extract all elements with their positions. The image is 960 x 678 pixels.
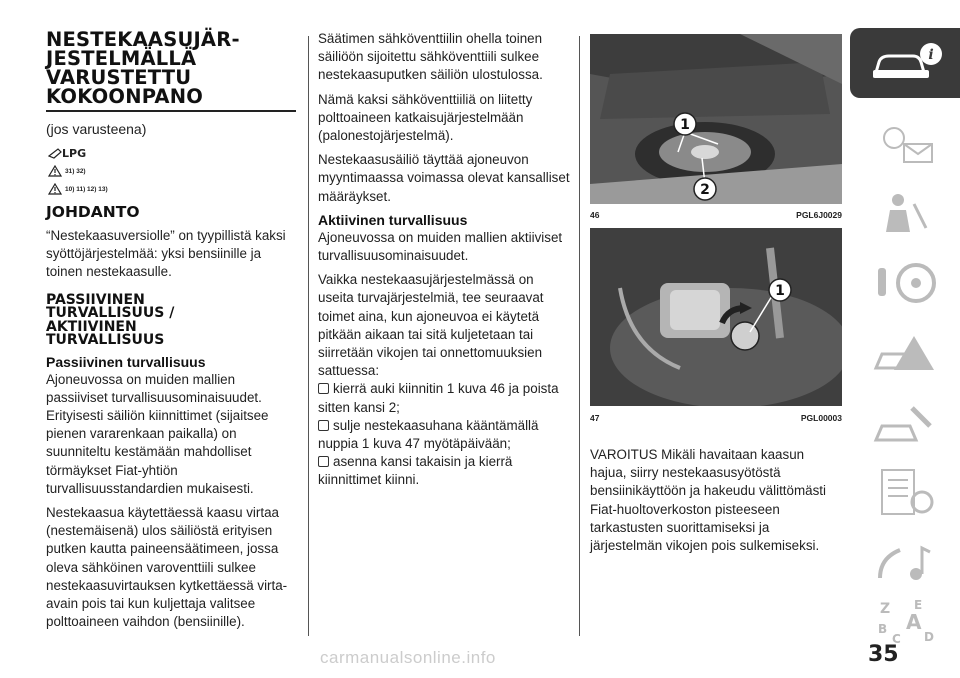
tab-emergency[interactable] — [850, 318, 960, 388]
subheading-aktiivinen: Aktiivinen turvallisuus — [318, 211, 468, 228]
tab-technical-data[interactable] — [850, 458, 960, 528]
warning-lights-icon — [870, 118, 940, 168]
tab-car-info[interactable] — [850, 28, 960, 98]
bullet-item — [318, 417, 570, 453]
title-line: KOKOONPANO — [46, 85, 204, 108]
svg-text:D: D — [924, 630, 934, 644]
callout-2: 2 — [700, 182, 710, 198]
title-line: NESTEKAASUJÄR- — [46, 28, 240, 51]
callout-1: 1 — [680, 117, 690, 133]
lpg-icon-row — [48, 145, 300, 159]
multimedia-icon — [870, 538, 940, 588]
caution-ref-row — [48, 183, 300, 195]
paragraph: Nestekaasusäiliö täyttää ajoneuvon myyntimaassa voimassa olevat kansalliset määräykset. — [318, 152, 570, 204]
lpg-icon — [48, 145, 92, 159]
bullet-item — [318, 453, 570, 489]
nestekaasu-text: Nestekaasua käytettäessä kaasu virtaa (nestemäisenä) ulos säiliöstä erityisen putken kautta paineensäätimeen, jossa oleva sähköinen varoventtiili sulkee nestekaasuvirtauksen kytkettäessä virta-avain pois tai kun kuljettaja valitsee polttoaineen vaihdon (bensiinille). — [46, 505, 288, 630]
starting-driving-icon — [870, 258, 940, 308]
bullet-text: kierrä auki kiinnitin 1 kuva 46 ja poista sitten kansi 2; — [318, 381, 559, 415]
warning-refs: 31) 32) — [65, 167, 86, 175]
bullet-text: sulje nestekaasuhana kääntämällä nuppia 1 kuva 47 myötäpäivään; — [318, 417, 539, 452]
caution-triangle-icon — [48, 183, 62, 195]
figure-46-caption — [590, 210, 842, 220]
figure-47-caption — [590, 413, 842, 423]
column-divider — [579, 36, 580, 636]
lpg-valve-illustration — [590, 228, 842, 406]
figure-number: 46 — [590, 210, 600, 220]
paragraph: Nämä kaksi sähköventtiiliä on liitetty polttoaineen katkaisujärjestelmään (palonestojärjestelmä). — [318, 91, 533, 144]
section-heading-johdanto: JOHDANTO — [46, 203, 140, 221]
tab-maintenance[interactable] — [850, 388, 960, 458]
heading-line: TURVALLISUUS — [46, 332, 165, 349]
tab-safety[interactable] — [850, 178, 960, 248]
heading-line: AKTIIVINEN — [46, 318, 137, 335]
column-3-text — [590, 446, 842, 561]
title-line: JESTELMÄLLÄ — [46, 47, 197, 70]
column-1 — [46, 30, 300, 637]
svg-text:LPG: LPG — [62, 147, 87, 159]
figure-47-photo — [590, 228, 842, 406]
figure-code: PGL00003 — [800, 413, 842, 423]
svg-text:i: i — [928, 47, 934, 63]
svg-text:Z: Z — [880, 601, 891, 617]
tab-warning-lights[interactable] — [850, 108, 960, 178]
column-2 — [318, 30, 570, 490]
bullet-box-icon — [318, 420, 329, 431]
trunk-lpg-tank-illustration — [590, 34, 842, 204]
tab-index[interactable] — [850, 588, 960, 658]
passiivinen-text: Ajoneuvossa on muiden mallien passiiviset turvallisuusominaisuudet. Erityisesti säiliön kiinnittimet (sijaitsee pienen vararenkaan paikalla) on suunniteltu kestämään mahdolliset törmäykset Fiat-yhtiön turvallisuusstandardien mukaisesti. — [46, 371, 269, 496]
safety-icon — [870, 188, 940, 238]
car-info-icon — [865, 38, 945, 88]
tab-starting-driving[interactable] — [850, 248, 960, 318]
svg-text:A: A — [906, 610, 922, 634]
title-line: VARUSTETTU — [46, 66, 192, 89]
column-divider — [308, 36, 309, 636]
johdanto-text: “Nestekaasuversiolle” on tyypillistä kaksi syöttöjärjestelmää: yksi bensiinille ja toinen nestekaasulle. — [46, 228, 286, 280]
callout-1: 1 — [775, 283, 785, 299]
heading-line: TURVALLISUUS / — [46, 305, 175, 322]
subtitle: (jos varusteena) — [46, 121, 147, 137]
technical-data-icon — [870, 466, 940, 520]
svg-text:B: B — [878, 622, 888, 636]
emergency-icon — [870, 328, 940, 378]
warning-triangle-icon — [48, 165, 62, 177]
paragraph: Vaikka nestekaasujärjestelmässä on useita turvajärjestelmiä, tee seuraavat toimet aina, kun ajoneuvoa ei käytetä pitkään aikaan tai sitä kuljetetaan tai siirretään vikojen tai onnettomuuksien sattuessa: — [318, 272, 544, 379]
heading-line: PASSIIVINEN — [46, 291, 145, 308]
svg-text:E: E — [914, 598, 923, 612]
subheading-passiivinen: Passiivinen turvallisuus — [46, 353, 206, 370]
page-number: 35 — [868, 642, 899, 667]
paragraph: Ajoneuvossa on muiden mallien aktiiviset turvallisuusominaisuudet. — [318, 229, 563, 264]
warning-ref-row — [48, 165, 300, 177]
paragraph: Säätimen sähköventtiilin ohella toinen säiliöön sijoitettu sähköventtiili sulkee nestekaasuputken säiliön ulostulossa. — [318, 31, 543, 83]
bullet-box-icon — [318, 456, 329, 467]
figure-code: PGL6J0029 — [796, 210, 842, 220]
watermark: carmanualsonline.info — [320, 648, 496, 667]
maintenance-icon — [870, 398, 940, 448]
figure-number: 47 — [590, 413, 600, 423]
title-divider — [46, 110, 296, 112]
section-heading-turvallisuus — [46, 291, 300, 349]
bullet-text: asenna kansi takaisin ja kierrä kiinnittimet kiinni. — [318, 454, 513, 488]
svg-text:C: C — [892, 632, 901, 646]
caution-refs: 10) 11) 12) 13) — [65, 185, 108, 193]
figure-46-photo — [590, 34, 842, 204]
bullet-item — [318, 380, 570, 416]
bullet-box-icon — [318, 383, 329, 394]
page-title — [46, 30, 300, 106]
chapter-sidebar — [850, 28, 960, 648]
warning-paragraph: VAROITUS Mikäli havaitaan kaasun hajua, siirry nestekaasusyötöstä bensiinikäyttöön ja hakeudu välittömästi Fiat-huoltoverkoston pisteeseen tarkastusten suorittamiseksi ja järjestelmän vikojen pois sulkemiseksi. — [590, 447, 826, 554]
